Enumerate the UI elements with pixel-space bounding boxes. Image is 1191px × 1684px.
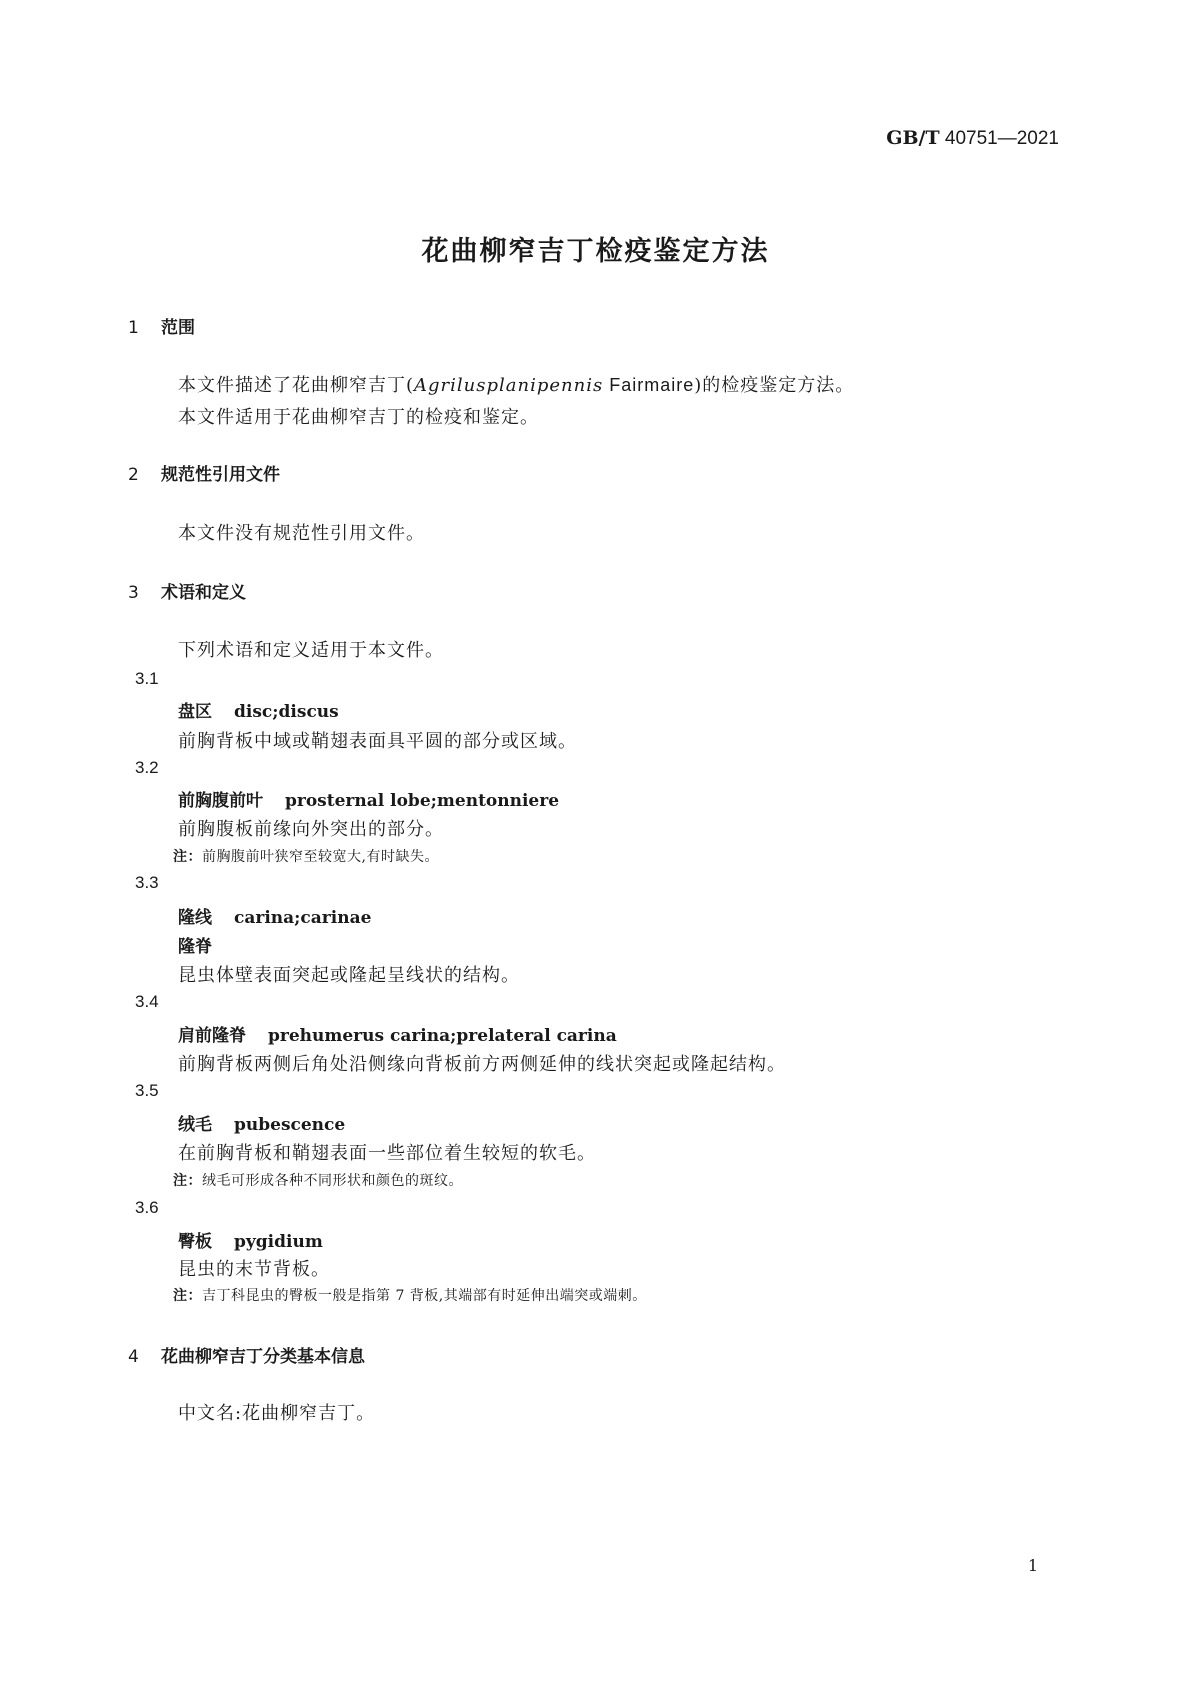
term-definition: 昆虫的末节背板。: [178, 1259, 330, 1280]
term-number: 3.2: [135, 758, 159, 777]
term-definition: 在前胸背板和鞘翅表面一些部位着生较短的软毛。: [178, 1143, 596, 1164]
terms-intro: 下列术语和定义适用于本文件。: [178, 640, 444, 661]
term-en: disc;discus: [234, 702, 339, 722]
term-zh: 前胸腹前叶: [178, 791, 263, 811]
term-zh: 绒毛: [178, 1115, 212, 1135]
term-alt: [178, 932, 212, 957]
section-heading-1: [128, 313, 195, 338]
term-heading: [178, 1110, 345, 1135]
term-en: pygidium: [234, 1232, 323, 1252]
term-zh: 隆线: [178, 908, 212, 928]
term-heading: [178, 697, 339, 722]
term-number: 3.3: [135, 873, 159, 892]
section-title: 范围: [161, 318, 195, 338]
section-number: 4: [128, 1347, 139, 1367]
term-number: 3.5: [135, 1081, 159, 1100]
term-en: pubescence: [234, 1115, 346, 1135]
section-title: 术语和定义: [161, 583, 246, 603]
term-en: carina;carinae: [234, 908, 372, 928]
term-alt-zh: 隆脊: [178, 937, 212, 957]
term-note: [173, 1170, 463, 1190]
term-zh: 臀板: [178, 1232, 212, 1252]
section-number: 1: [128, 318, 139, 338]
note-label: 注：: [173, 1288, 202, 1304]
term-definition: 前胸背板中域或鞘翅表面具平圆的部分或区域。: [178, 731, 577, 752]
normative-refs-paragraph: 本文件没有规范性引用文件。: [178, 523, 425, 544]
term-en: prosternal lobe;mentonniere: [285, 791, 560, 811]
term-heading: [178, 786, 559, 811]
document-title: 花曲柳窄吉丁检疫鉴定方法: [421, 236, 770, 267]
scope-paragraph-1: [178, 371, 854, 397]
term-note: [173, 1285, 647, 1305]
classification-paragraph: 中文名:花曲柳窄吉丁。: [178, 1403, 376, 1424]
section-number: 3: [128, 583, 139, 603]
section-number: 2: [128, 465, 139, 485]
note-label: 注：: [173, 849, 202, 865]
term-zh: 肩前隆脊: [178, 1026, 246, 1046]
term-definition: 前胸腹板前缘向外突出的部分。: [178, 819, 444, 840]
term-en: prehumerus carina;prelateral carina: [268, 1026, 617, 1046]
term-heading: [178, 903, 371, 928]
term-note: [173, 846, 439, 866]
section-heading-3: [128, 578, 246, 603]
scope-text: 本文件描述了花曲柳窄吉丁(: [178, 375, 415, 396]
note-text: 吉丁科昆虫的臀板一般是指第 7 背板,其端部有时延伸出端突或端刺。: [202, 1288, 647, 1304]
standard-number: 40751—2021: [939, 128, 1059, 149]
section-heading-2: [128, 460, 280, 485]
note-text: 绒毛可形成各种不同形状和颜色的斑纹。: [202, 1173, 463, 1189]
term-definition: 昆虫体壁表面突起或隆起呈线状的结构。: [178, 965, 520, 986]
page-number: 1: [1027, 1556, 1038, 1575]
section-heading-4: [128, 1342, 365, 1367]
term-number: 3.6: [135, 1198, 159, 1217]
author-name: Fairmaire: [603, 375, 695, 395]
scope-paragraph-2: 本文件适用于花曲柳窄吉丁的检疫和鉴定。: [178, 407, 539, 428]
section-title: 规范性引用文件: [161, 465, 280, 485]
scientific-name: Agrilusplanipennis: [414, 375, 604, 396]
standard-code: [886, 127, 1059, 150]
standard-prefix: GB/T: [886, 127, 940, 149]
term-definition: 前胸背板两侧后角处沿侧缘向背板前方两侧延伸的线状突起或隆起结构。: [178, 1054, 786, 1075]
term-number: 3.1: [135, 669, 159, 688]
section-title: 花曲柳窄吉丁分类基本信息: [161, 1347, 365, 1367]
scope-text-end: )的检疫鉴定方法。: [694, 375, 855, 396]
term-number: 3.4: [135, 992, 159, 1011]
term-heading: [178, 1227, 323, 1252]
term-heading: [178, 1021, 617, 1046]
term-zh: 盘区: [178, 702, 212, 722]
note-label: 注：: [173, 1173, 202, 1189]
note-text: 前胸腹前叶狭窄至较宽大,有时缺失。: [202, 849, 439, 865]
